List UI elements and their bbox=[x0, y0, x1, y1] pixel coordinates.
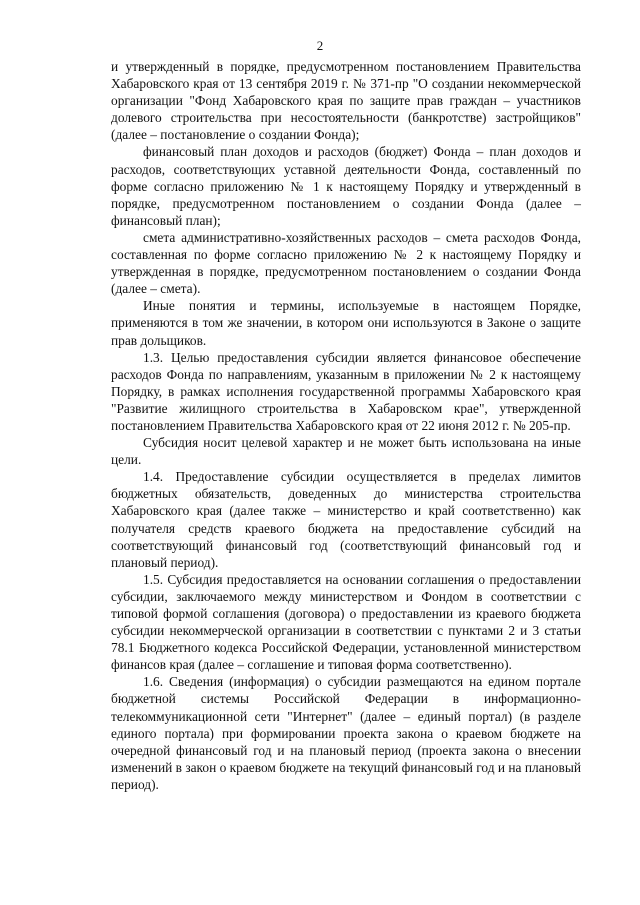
paragraph: и утвержденный в порядке, предусмотренном постановлением Правительства Хабаровского края от 13 сентября 2019 г. № 371-пр "О создании некоммерческой организации "Фонд Хабаровского края по защите прав граждан – участников долевого строительства при несостоятельности (банкротстве) застройщиков" (далее – постановление о создании Фонда); bbox=[111, 59, 581, 143]
paragraph: финансовый план доходов и расходов (бюджет) Фонда – план доходов и расходов, соответствующих уставной деятельности Фонда, составленный по форме согласно приложению № 1 к настоящему Порядку и утвержденный в порядке, предусмотренном постановлением о создании Фонда (далее – финансовый план); bbox=[111, 144, 581, 228]
document-body bbox=[111, 58, 581, 793]
paragraph: 1.4. Предоставление субсидии осуществляется в пределах лимитов бюджетных обязательств, доведенных до министерства строительства Хабаровского края (далее также – министерство и край соответственно) как получателя средств краевого бюджета на предоставление субсидий на соответствующий финансовый год (соответствующий финансовый год и плановый период). bbox=[111, 469, 581, 570]
paragraph: 1.3. Целью предоставления субсидии является финансовое обеспечение расходов Фонда по направлениям, указанным в приложении № 2 к настоящему Порядку, в рамках исполнения государственной программы Хабаровского края "Развитие жилищного строительства в Хабаровском крае", утвержденной постановлением Правительства Хабаровского края от 22 июня 2012 г. № 205-пр. bbox=[111, 349, 581, 433]
paragraph: 1.5. Субсидия предоставляется на основании соглашения о предоставлении субсидии, заключаемого между министерством и Фондом в соответствии с типовой формой соглашения (договора) о предоставлении из краевого бюджета субсидии некоммерческой организации в соответствии с пунктами 2 и 3 статьи 78.1 Бюджетного кодекса Российской Федерации, установленной министерством финансов края (далее – соглашение и типовая форма соответственно). bbox=[111, 571, 581, 673]
paragraph: смета административно-хозяйственных расходов – смета расходов Фонда, составленная по форме согласно приложению № 2 к настоящему Порядку и утвержденная в порядке, предусмотренном постановлением о создании Фонда (далее – смета). bbox=[111, 229, 581, 297]
paragraph: Субсидия носит целевой характер и не может быть использована на иные цели. bbox=[111, 435, 581, 468]
paragraph: Иные понятия и термины, используемые в настоящем Порядке, применяются в том же значении, в котором они используются в Законе о защите прав дольщиков. bbox=[111, 298, 581, 348]
paragraph: 1.6. Сведения (информация) о субсидии размещаются на едином портале бюджетной системы Российской Федерации в информационно-телекоммуникационной сети "Интернет" (далее – единый портал) (в разделе единого портала) при формировании проекта закона о краевом бюджете на очередной финансовый год и на плановый период (проекта закона о внесении изменений в закон о краевом бюджете на текущий финансовый год и на плановый период). bbox=[111, 674, 581, 792]
page-number: 2 bbox=[316, 38, 324, 53]
